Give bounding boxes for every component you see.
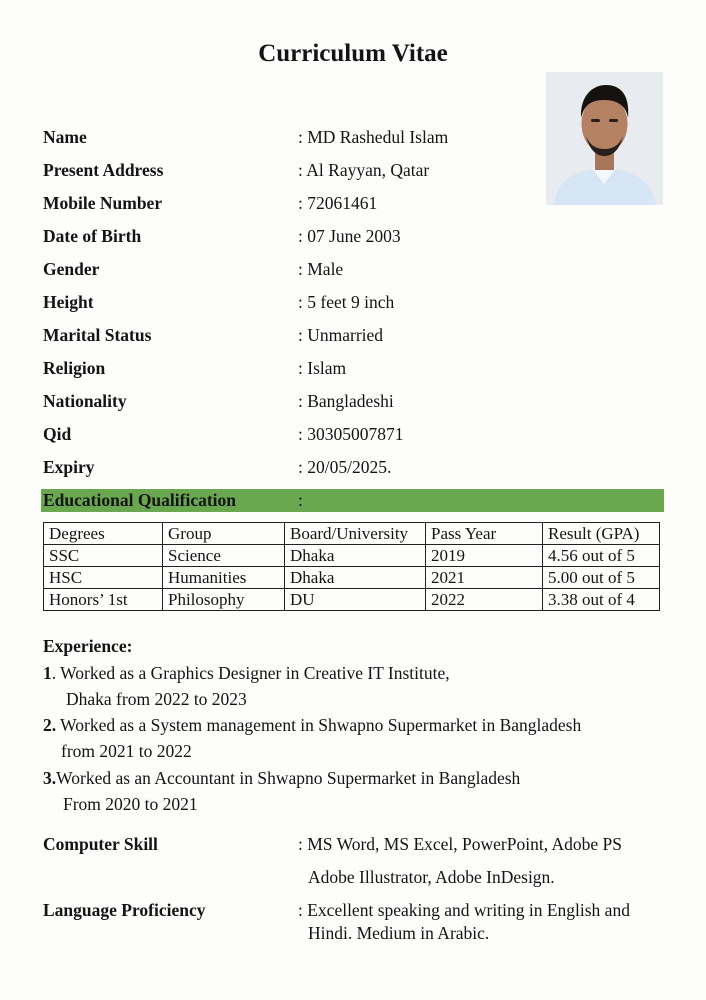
info-row-marital-status [0,323,706,347]
computer-skill-label: Computer Skill [43,834,158,854]
info-row-height [0,290,706,314]
info-label: Gender [43,259,100,279]
table-cell: 3.38 out of 4 [543,589,660,611]
info-label: Religion [43,358,106,378]
info-value: : 5 feet 9 inch [298,292,395,312]
table-header-row [44,523,660,545]
table-row [44,567,660,589]
info-value: : 72061461 [298,193,378,213]
table-cell: HSC [44,567,163,589]
experience-item-3-cont: From 2020 to 2021 [63,794,198,814]
language-proficiency-label: Language Proficiency [43,900,206,920]
experience-number: 1 [43,663,52,683]
info-value: : Unmarried [298,325,384,345]
table-cell: DU [285,589,426,611]
info-label: Height [43,292,94,312]
table-row [44,589,660,611]
experience-text: Worked as an Accountant in Shwapno Supermarket in Bangladesh [56,768,521,788]
computer-skill-value: : MS Word, MS Excel, PowerPoint, Adobe PS [298,834,622,854]
experience-number: 3. [43,768,57,788]
info-row-date-of-birth [0,224,706,248]
info-label: Expiry [43,457,95,477]
info-row-name [0,125,706,149]
experience-heading: Experience: [43,636,133,656]
info-row-present-address [0,158,706,182]
education-table [43,522,660,611]
table-cell: Honors’ 1st [44,589,163,611]
experience-item-1 [43,661,450,685]
experience-item-3 [43,766,520,790]
experience-item-2-cont: from 2021 to 2022 [61,741,192,761]
info-row-gender [0,257,706,281]
table-cell: 5.00 out of 5 [543,567,660,589]
experience-text: . Worked as a Graphics Designer in Creative IT Institute, [51,663,450,683]
info-value: : Bangladeshi [298,391,394,411]
info-value: : MD Rashedul Islam [298,127,449,147]
table-cell: Dhaka [285,567,426,589]
info-row-mobile-number [0,191,706,215]
info-value: : 30305007871 [298,424,404,444]
table-cell: Humanities [163,567,285,589]
table-cell: 2022 [426,589,543,611]
info-label: Mobile Number [43,193,163,213]
page-title: Curriculum Vitae [258,40,448,67]
table-cell: 2021 [426,567,543,589]
table-cell: Philosophy [163,589,285,611]
info-label: Date of Birth [43,226,142,246]
column-header: Group [163,523,285,545]
table-row [44,545,660,567]
info-row-nationality [0,389,706,413]
table-cell: 4.56 out of 5 [543,545,660,567]
column-header: Degrees [44,523,163,545]
info-value: : 07 June 2003 [298,226,401,246]
education-colon: : [298,490,303,510]
info-label: Marital Status [43,325,152,345]
info-row-qid [0,422,706,446]
column-header: Result (GPA) [543,523,660,545]
experience-text: Worked as a System management in Shwapno Supermarket in Bangladesh [56,715,582,735]
experience-item-1-cont: Dhaka from 2022 to 2023 [66,689,247,709]
info-label: Name [43,127,87,147]
info-label: Present Address [43,160,164,180]
education-heading: Educational Qualification [43,490,237,510]
info-row-expiry [0,455,706,479]
table-cell: SSC [44,545,163,567]
info-value: : 20/05/2025. [298,457,392,477]
language-proficiency-value: : Excellent speaking and writing in English and [298,900,630,920]
info-label: Nationality [43,391,127,411]
experience-item-2 [43,713,581,737]
info-value: : Islam [298,358,347,378]
language-proficiency-value-cont: Hindi. Medium in Arabic. [308,923,490,943]
table-cell: Dhaka [285,545,426,567]
experience-number: 2. [43,715,57,735]
table-cell: 2019 [426,545,543,567]
info-value: : Male [298,259,344,279]
education-section-bar [41,489,664,512]
column-header: Pass Year [426,523,543,545]
info-label: Qid [43,424,72,444]
column-header: Board/University [285,523,426,545]
table-cell: Science [163,545,285,567]
info-value: : Al Rayyan, Qatar [298,160,430,180]
info-row-religion [0,356,706,380]
computer-skill-value-cont: Adobe Illustrator, Adobe InDesign. [308,867,555,887]
